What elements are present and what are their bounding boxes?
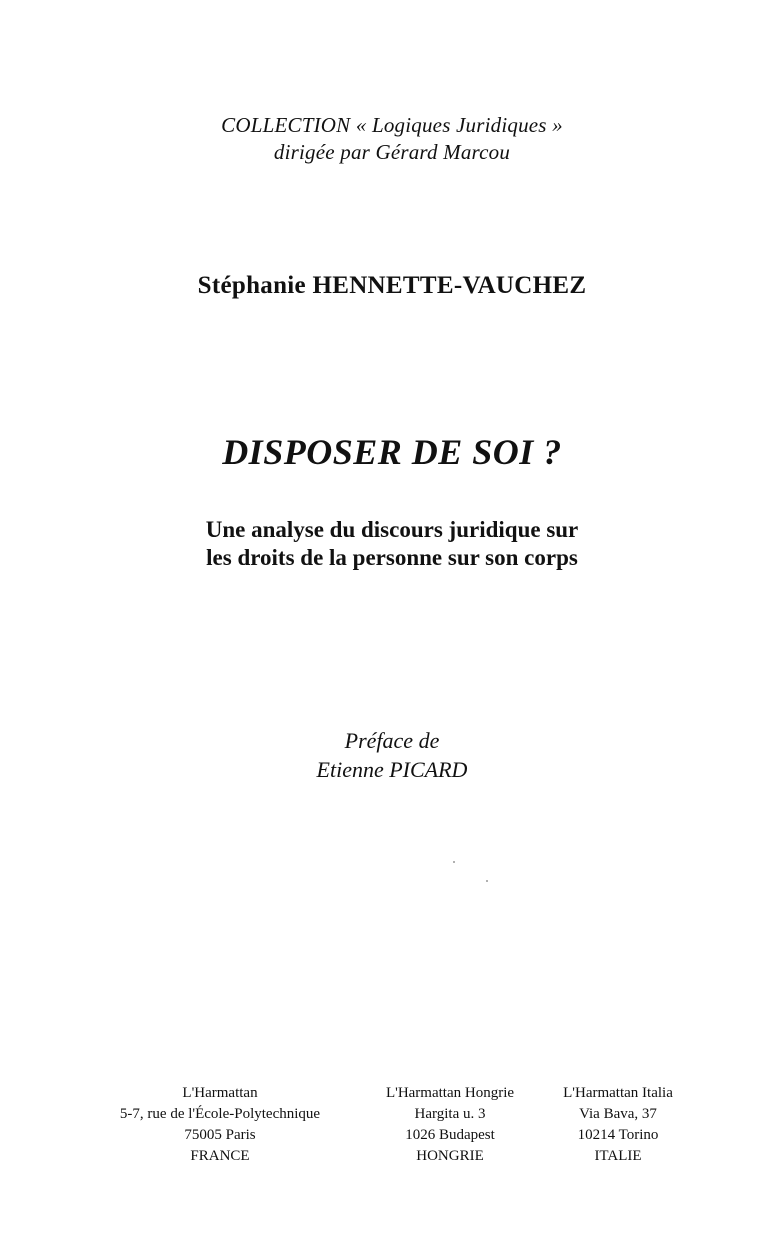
publisher-city: 10214 Torino [577, 1127, 659, 1143]
publisher-country: FRANCE [190, 1148, 250, 1164]
publisher-italy [548, 1083, 688, 1167]
subtitle-line-1: Une analyse du discours juridique sur [205, 517, 579, 542]
publisher-hungary [360, 1083, 540, 1167]
subtitle-line-2: les droits de la personne sur son corps [206, 545, 578, 570]
publisher-name: L'Harmattan Italia [563, 1085, 673, 1101]
publisher-street: Hargita u. 3 [414, 1106, 486, 1122]
publisher-name: L'Harmattan Hongrie [385, 1085, 515, 1101]
publisher-street: Via Bava, 37 [579, 1106, 657, 1122]
author-name: Stéphanie HENNETTE-VAUCHEZ [197, 272, 587, 299]
preface-author: Etienne PICARD [316, 757, 468, 782]
publisher-street: 5-7, rue de l'École-Polytechnique [119, 1106, 321, 1122]
publisher-country: HONGRIE [416, 1148, 484, 1164]
publisher-city: 1026 Budapest [405, 1127, 495, 1143]
publisher-france [100, 1083, 340, 1167]
preface-credit [0, 726, 784, 784]
print-speck [486, 880, 488, 882]
book-title: DISPOSER DE SOI ? [222, 432, 562, 472]
publisher-addresses [0, 1083, 784, 1173]
collection-name: COLLECTION « Logiques Juridiques » [221, 113, 563, 137]
publisher-city: 75005 Paris [184, 1127, 256, 1143]
publisher-country: ITALIE [594, 1148, 642, 1164]
collection-editor: dirigée par Gérard Marcou [273, 140, 511, 164]
preface-label: Préface de [344, 728, 440, 753]
collection-info [0, 112, 784, 166]
print-speck [453, 861, 455, 863]
book-subtitle [0, 516, 784, 572]
publisher-name: L'Harmattan [182, 1085, 258, 1101]
